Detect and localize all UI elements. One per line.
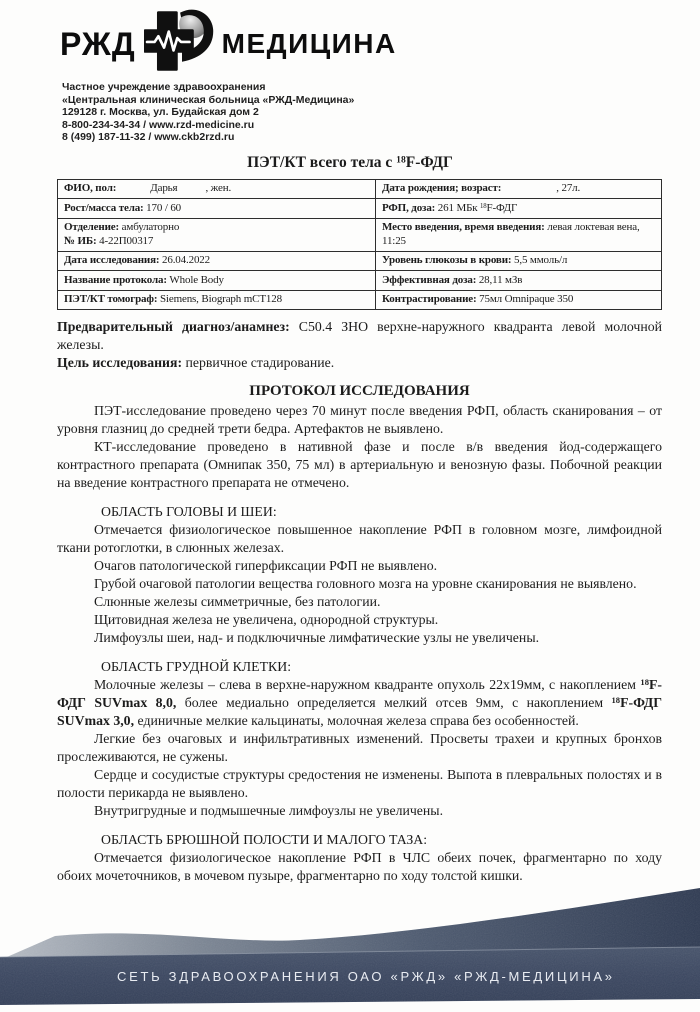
section-heading (57, 831, 662, 849)
text-run: амбулаторно (119, 221, 180, 234)
org-line: 8-800-234-34-34 / www.rzd-medicine.ru (62, 118, 255, 131)
text-run: Лимфоузлы шеи, над- и подключичные лимфатические узлы не увеличены. (94, 630, 540, 646)
rzd-medicina-logo (0, 0, 700, 76)
text-run: 11:25 (382, 234, 406, 247)
footer-grain-texture (0, 880, 700, 1012)
table-row (58, 199, 662, 219)
text-run: первичное стадирование. (182, 355, 335, 371)
paragraph (57, 593, 662, 611)
text-run: ОБЛАСТЬ ГРУДНОЙ КЛЕТКИ: (101, 659, 292, 675)
text-run: , жен. (205, 182, 232, 195)
paragraph (57, 575, 662, 593)
paragraph (57, 766, 662, 802)
superscript: 18 (640, 677, 649, 688)
paragraph (57, 557, 662, 575)
text-run: Эффективная доза: (382, 273, 477, 286)
text-run: ПРОТОКОЛ ИССЛЕДОВАНИЯ (249, 383, 470, 400)
table-cell-line (382, 274, 655, 288)
table-cell-line (382, 235, 655, 249)
protocol-heading (57, 382, 662, 400)
superscript: 18 (480, 202, 487, 210)
table-cell (376, 218, 662, 251)
text-run: Место введения, время введения: (382, 221, 545, 234)
text-run: Цель исследования: (57, 355, 183, 371)
table-cell (58, 199, 376, 219)
text-run: 170 / 60 (143, 201, 182, 214)
text-run: ПЭТ-исследование проведено через 70 минут после введения РФП, область сканирования – от уровня глазниц до средней трети бедра. Артефактов не выявлено. (57, 403, 662, 437)
organization-details (62, 81, 700, 144)
table-cell-line (382, 221, 655, 235)
paragraph (57, 802, 662, 820)
paragraph (57, 521, 662, 557)
text-run: ФИО, пол: (64, 182, 117, 195)
text-run: Дата исследования: (64, 254, 160, 267)
table-cell (58, 251, 376, 271)
text-run: единичные мелкие кальцинаты, молочная железа справа без особенностей. (134, 713, 579, 729)
text-run: левая локтевая вена, (544, 221, 640, 234)
org-line: «Центральная клиническая больница «РЖД-Медицина» (62, 93, 355, 106)
table-cell-line (64, 254, 369, 268)
paragraph (57, 402, 662, 438)
text-run: Грубой очаговой патологии вещества головного мозга на уровне сканирования не выявлено. (94, 576, 637, 592)
table-row (58, 251, 662, 271)
text-run: Отмечается физиологическое накопление РФП в ЧЛС обеих почек, фрагментарно по ходу обоих мочеточников, в мочевом пузыре, фрагментарно по ходу толстой кишки. (57, 850, 662, 884)
org-line: Частное учреждение здравоохранения (62, 81, 266, 93)
text-run: ПЭТ/КТ томограф: (64, 293, 158, 306)
text-run: Молочные железы – слева в верхне-наружном квадранте опухоль 22х19мм, с накоплением (94, 677, 641, 693)
report-body (57, 318, 662, 885)
table-cell-line (64, 221, 369, 235)
superscript: 18 (611, 695, 621, 706)
document-title (0, 154, 700, 172)
table-cell-line (382, 182, 655, 196)
text-run: Щитовидная железа не увеличена, однородной структуры. (94, 612, 439, 628)
text-run: Дата рождения; возраст: (382, 182, 502, 195)
section-heading (57, 503, 662, 521)
text-run: № ИБ: (64, 234, 97, 247)
text-run: Слюнные железы симметричные, без патологии. (94, 594, 381, 610)
text-run: F-ФДГ (486, 201, 518, 214)
table-cell-line (64, 182, 369, 196)
text-run: Whole Body (166, 273, 224, 286)
text-run: Отделение: (64, 221, 120, 234)
text-run: Отмечается физиологическое повышенное накопление РФП в головном мозге, лимфоидной ткани ротоглотки, в слюнных железах. (57, 522, 662, 556)
table-cell (376, 271, 662, 291)
org-line: 8 (499) 187-11-32 / www.ckb2rzd.ru (62, 131, 235, 144)
logo-text-rzd: РЖД (60, 25, 136, 62)
table-row (58, 218, 662, 251)
text-run: Внутригрудные и подмышечные лимфоузлы не увеличены. (94, 803, 444, 819)
paragraph (57, 438, 662, 492)
text-run: 28,11 мЗв (476, 273, 523, 286)
table-cell-line (382, 293, 655, 307)
text-run: ОБЛАСТЬ ГОЛОВЫ И ШЕИ: (101, 504, 277, 520)
patient-info-table (57, 179, 662, 311)
text-run: Уровень глюкозы в крови: (382, 254, 512, 267)
table-cell-line (64, 274, 369, 288)
table-cell (376, 199, 662, 219)
paragraph (57, 354, 662, 372)
text-run: , 27л. (556, 182, 581, 195)
patient-info-table-body (58, 179, 662, 310)
table-row (58, 271, 662, 291)
text-run: ОБЛАСТЬ БРЮШНОЙ ПОЛОСТИ И МАЛОГО ТАЗА: (101, 832, 428, 848)
table-cell-line (382, 202, 655, 216)
text-run: Siemens, Biograph mCT128 (157, 293, 282, 306)
table-cell (58, 218, 376, 251)
text-run: Рост/масса тела: (64, 201, 144, 214)
table-cell (58, 179, 376, 199)
paragraph (57, 730, 662, 766)
table-cell (58, 290, 376, 310)
paragraph (57, 629, 662, 647)
text-run: F-ФДГ (405, 153, 453, 171)
footer-band-text: СЕТЬ ЗДРАВООХРАНЕНИЯ ОАО «РЖД» «РЖД-МЕДИЦИНА» (117, 969, 615, 984)
table-cell (376, 290, 662, 310)
text-run: F-ФДГ SUVmax 8,0, (57, 677, 662, 711)
text-run: C50.4 ЗНО верхне-наружного квадранта левой молочной железы. (57, 319, 662, 353)
text-run: 261 МБк (435, 201, 481, 214)
table-cell (376, 179, 662, 199)
text-run: РФП, доза: (382, 201, 436, 214)
text-run: Предварительный диагноз/анамнез: (57, 319, 290, 335)
text-run: Название протокола: (64, 273, 167, 286)
table-cell (376, 251, 662, 271)
text-run: Дарья (150, 182, 178, 195)
text-run: КТ-исследование проведено в нативной фазе и после в/в введения йод-содержащего контрастного препарата (Омнипак 350, 75 мл) в артериальную и венозную фазы. Побочной реакции на введение контрастного препарата не отмечено. (57, 439, 662, 491)
text-run: 75мл Omnipaque 350 (476, 293, 574, 306)
text-run: Легкие без очаговых и инфильтративных изменений. Просветы трахеи и крупных бронхов прослеживаются, не сужены. (57, 731, 662, 765)
text-run: Сердце и сосудистые структуры средостения не изменены. Выпота в плевральных полостях и в полости перикарда не выявлено. (57, 767, 662, 801)
table-cell-line (64, 293, 369, 307)
section-heading (57, 658, 662, 676)
table-cell (58, 271, 376, 291)
text-run: 26.04.2022 (159, 254, 211, 267)
paragraph (57, 318, 662, 354)
text-run: ПЭТ/КТ всего тела с (247, 153, 397, 171)
text-run: более медиально определяется мелкий отсев 9мм, с накоплением (176, 695, 612, 711)
text-run: F-ФДГ SUVmax 3,0, (57, 695, 662, 729)
table-row (58, 179, 662, 199)
text-run: 5,5 ммоль/л (511, 254, 568, 267)
paragraph (57, 676, 662, 730)
table-row (58, 290, 662, 310)
logo-text-medicina: МЕДИЦИНА (221, 28, 397, 59)
text-run: Контрастирование: (382, 293, 477, 306)
table-cell-line (64, 202, 369, 216)
paragraph (57, 611, 662, 629)
table-cell-line (382, 254, 655, 268)
text-run: Очагов патологической гиперфиксации РФП не выявлено. (94, 558, 438, 574)
footer-wave-graphic (0, 880, 700, 1012)
text-run: 4-22П00317 (96, 234, 154, 247)
medical-cross-heartbeat-globe-icon (144, 7, 220, 75)
superscript: 18 (396, 154, 406, 166)
org-line: 129128 г. Москва, ул. Будайская дом 2 (62, 106, 259, 119)
table-cell-line (64, 235, 369, 249)
